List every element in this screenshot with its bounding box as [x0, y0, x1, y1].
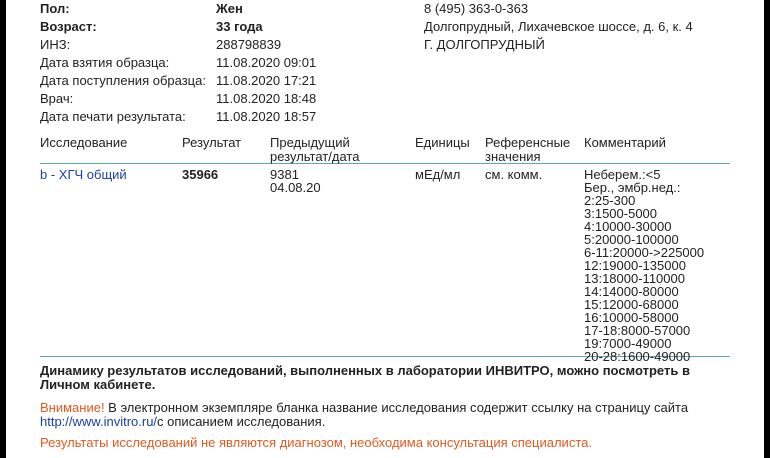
info-label: Дата поступления образца:	[40, 73, 206, 88]
info-label: ИНЗ:	[40, 37, 71, 52]
comment-line: Бер., эмбр.нед.:	[584, 180, 681, 195]
header-previous	[270, 136, 359, 164]
site-link-suffix: с описанием исследования.	[157, 414, 326, 429]
comment-line: 12:19000-135000	[584, 258, 686, 273]
info-value: 11.08.2020 18:48	[216, 91, 317, 106]
comment-line: 2:25-300	[584, 193, 636, 208]
comment-line: 16:10000-58000	[584, 310, 679, 325]
header-previous-line1: Предыдущий	[270, 135, 350, 150]
warning-text: В электронном экземпляре бланка название исследования содержит ссылку на страницу сайта	[104, 400, 689, 415]
info-row	[40, 72, 420, 90]
previous-date: 04.08.20	[270, 180, 321, 195]
header-result: Результат	[182, 135, 242, 150]
comment-line: 14:14000-80000	[584, 284, 679, 299]
units-value: мЕд/мл	[415, 167, 461, 182]
result-value: 35966	[182, 167, 219, 182]
header-reference-line2: значения	[485, 149, 541, 164]
info-value: 33 года	[216, 19, 263, 34]
lab-phone: 8 (495) 363-0-363	[424, 1, 529, 16]
header-reference	[485, 136, 570, 164]
info-value: 11.08.2020 17:21	[216, 73, 317, 88]
comment-line: 17-18:8000-57000	[584, 323, 691, 338]
table-row	[40, 166, 730, 364]
comment-line: 6-11:20000->225000	[584, 245, 705, 260]
header-test: Исследование	[40, 135, 128, 150]
lab-address: Долгопрудный, Лихачевское шоссе, д. 6, к. 4	[424, 19, 693, 34]
info-label: Возраст:	[40, 19, 97, 34]
info-row	[40, 0, 420, 18]
comment-line: 15:12000-68000	[584, 297, 679, 312]
reference-value: см. комм.	[485, 167, 543, 182]
info-label: Дата печати результата:	[40, 109, 186, 124]
info-row	[40, 54, 420, 72]
result-page	[6, 0, 764, 458]
comment-line: Неберем.:<5	[584, 167, 661, 182]
lab-info	[424, 0, 693, 54]
dynamics-note: Динамику результатов исследований, выполненных в лаборатории ИНВИТРО, можно посмотреть в Личном кабинете.	[40, 363, 690, 392]
disclaimer: Результаты исследований не являются диагнозом, необходима консультация специалиста.	[40, 435, 592, 450]
comment-line: 3:1500-5000	[584, 206, 658, 221]
comment-cell	[584, 168, 704, 363]
header-comment: Комментарий	[584, 135, 666, 150]
comment-line: 20-28:1600-49000	[584, 349, 691, 364]
results-table-header	[40, 134, 730, 164]
info-row	[40, 36, 420, 54]
comment-line: 5:20000-100000	[584, 232, 679, 247]
site-link[interactable]: http://www.invitro.ru/	[40, 414, 158, 429]
test-name-link[interactable]: b - ХГЧ общий	[40, 167, 127, 182]
header-previous-line2: результат/дата	[270, 149, 360, 164]
info-label: Врач:	[40, 91, 74, 106]
comment-line: 13:18000-110000	[584, 271, 685, 286]
info-value: 11.08.2020 18:57	[216, 109, 317, 124]
patient-info	[40, 0, 420, 126]
info-value: Жен	[216, 1, 243, 16]
info-row	[40, 18, 420, 36]
previous-result	[270, 168, 321, 194]
info-label: Дата взятия образца:	[40, 55, 170, 70]
info-row	[40, 90, 420, 108]
lab-city: Г. ДОЛГОПРУДНЫЙ	[424, 37, 545, 52]
warning-label: Внимание!	[40, 400, 105, 415]
header-units: Единицы	[415, 135, 470, 150]
previous-value: 9381	[270, 167, 299, 182]
info-row	[40, 108, 420, 126]
warning-note	[40, 401, 730, 429]
info-label: Пол:	[40, 1, 70, 16]
comment-line: 4:10000-30000	[584, 219, 672, 234]
header-reference-line1: Референсные	[485, 135, 571, 150]
info-value: 11.08.2020 09:01	[216, 55, 317, 70]
info-value: 288798839	[216, 37, 282, 52]
comment-line: 19:7000-49000	[584, 336, 672, 351]
